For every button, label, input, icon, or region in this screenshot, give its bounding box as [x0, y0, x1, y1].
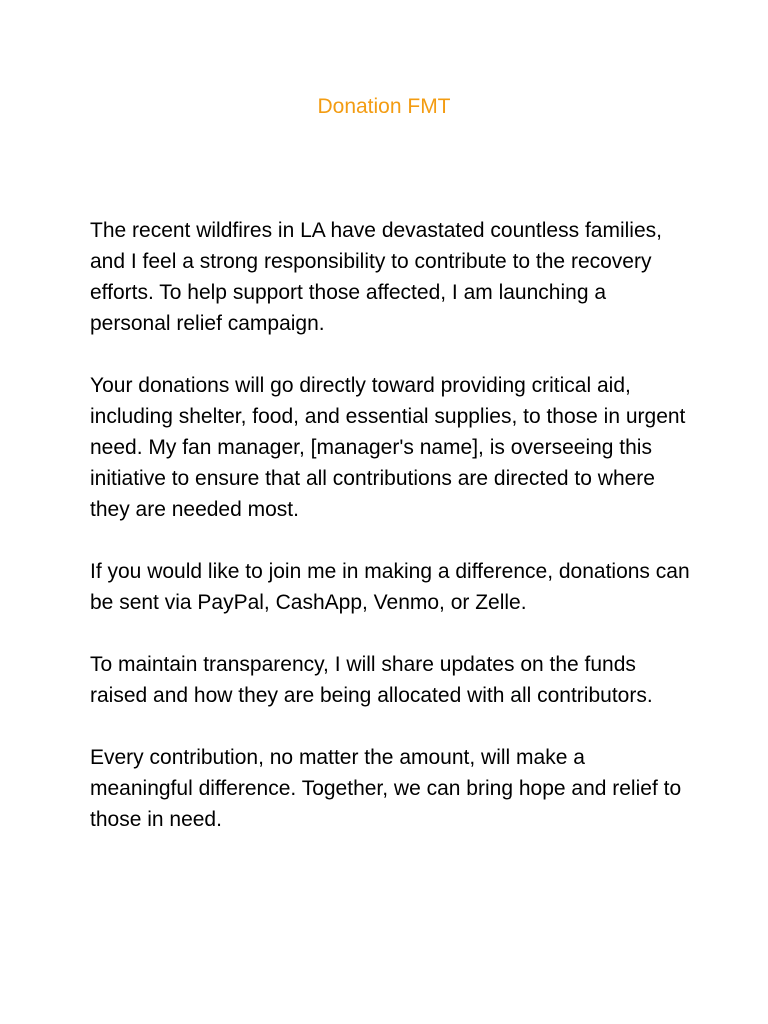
document-body — [90, 215, 690, 866]
paragraph-intro: The recent wildfires in LA have devastated countless families, and I feel a strong responsibility to contribute to the recovery efforts. To help support those affected, I am launching a personal relief campaign. — [90, 219, 662, 335]
paragraph-donations-use: Your donations will go directly toward providing critical aid, including shelter, food, and essential supplies, to those in urgent need. My fan manager, [manager's name], is overseeing this initiative to ensure that all contributions are directed to where they are needed most. — [90, 374, 686, 521]
paragraph-closing: Every contribution, no matter the amount, will make a meaningful difference. Together, we can bring hope and relief to those in need. — [90, 746, 682, 831]
document-title: Donation FMT — [317, 95, 451, 118]
paragraph-payment-methods: If you would like to join me in making a difference, donations can be sent via PayPal, CashApp, Venmo, or Zelle. — [90, 560, 690, 614]
paragraph-transparency: To maintain transparency, I will share updates on the funds raised and how they are being allocated with all contributors. — [90, 653, 653, 707]
